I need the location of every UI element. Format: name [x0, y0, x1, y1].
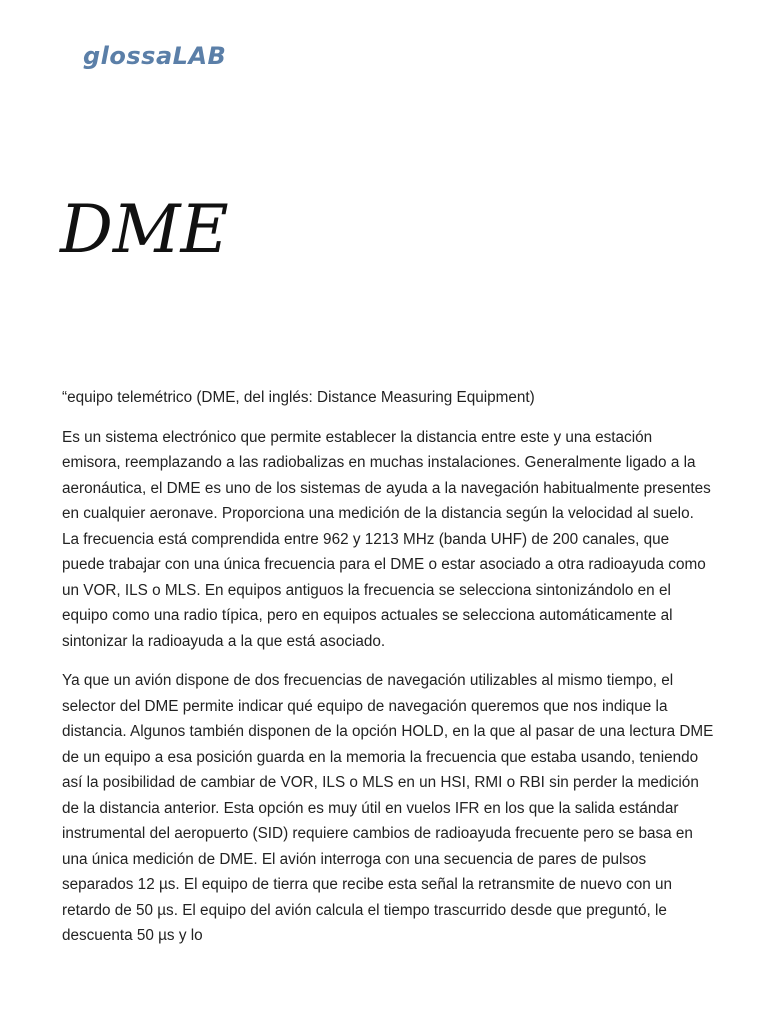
article-paragraph-definition: “equipo telemétrico (DME, del inglés: Distance Measuring Equipment): [62, 389, 535, 406]
article-body: [62, 385, 714, 963]
site-logo-link[interactable]: glossaLAB: [83, 42, 227, 70]
article-paragraph-operation: Ya que un avión dispone de dos frecuencias de navegación utilizables al mismo tiempo, el selector del DME permite indicar qué equipo de navegación queremos que nos indique la distancia. Algunos también disponen de la opción HOLD, en la que al pasar de una lectura DME de un equipo a esa posición guarda en la memoria la frecuencia que estaba usando, teniendo así la posibilidad de cambiar de VOR, ILS o MLS en un HSI, RMI o RBI sin perder la medición de la distancia anterior. Esta opción es muy útil en vuelos IFR en los que la salida estándar instrumental del aeropuerto (SID) requiere cambios de radioayuda frecuente pero se basa en una única medición de DME. El avión interroga con una secuencia de pares de pulsos separados 12 µs. El equipo de tierra que recibe esta señal la retransmite de nuevo con un retardo de 50 µs. El equipo del avión calcula el tiempo trascurrido desde que preguntó, le descuenta 50 µs y lo: [62, 672, 714, 944]
page-title: DME: [60, 191, 229, 268]
article-paragraph-description: Es un sistema electrónico que permite establecer la distancia entre este y una estación emisora, reemplazando a las radiobalizas en muchas instalaciones. Generalmente ligado a la aeronáutica, el DME es uno de los sistemas de ayuda a la navegación habitualmente presentes en cualquier aeronave. Proporciona una medición de la distancia según la velocidad al suelo. La frecuencia está comprendida entre 962 y 1213 MHz (banda UHF) de 200 canales, que puede trabajar con una única frecuencia para el DME o estar asociado a otra radioayuda como un VOR, ILS o MLS. En equipos antiguos la frecuencia se selecciona sintonizándolo en el equipo como una radio típica, pero en equipos actuales se selecciona automáticamente al sintonizar la radioayuda a la que está asociado.: [62, 428, 711, 650]
